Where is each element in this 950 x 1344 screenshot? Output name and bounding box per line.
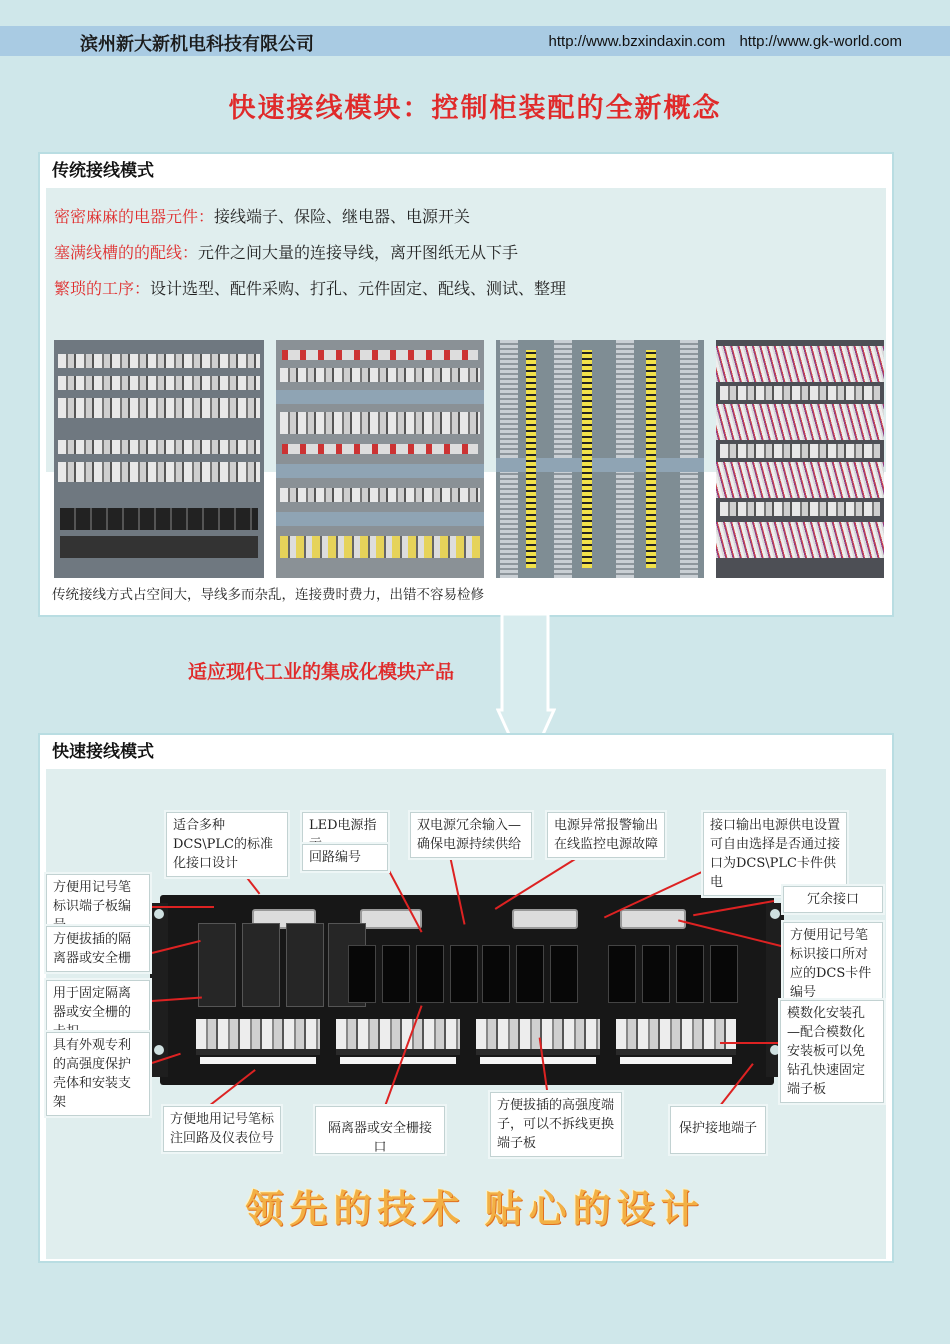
line-2-text: 元件之间大量的连接导线，离开图纸无从下手 <box>198 243 519 262</box>
traditional-wiring-panel <box>38 152 894 617</box>
label-dcs-plc-interface: 适合多种DCS\PLC的标准化接口设计 <box>166 812 288 877</box>
integrated-product-title: 适应现代工业的集成化模块产品 <box>188 661 455 683</box>
label-redundant-interface: 冗余接口 <box>783 886 883 913</box>
traditional-heading: 传统接线模式 <box>52 161 154 181</box>
label-pluggable-isolator: 方便拔插的隔离器或安全栅 <box>46 926 150 972</box>
label-protective-shell: 具有外观专利的高强度保护壳体和安装支架 <box>46 1032 150 1116</box>
label-clip: 用于固定隔离器或安全栅的 <box>46 980 150 1045</box>
website-link-2[interactable]: http://www.gk-world.com <box>739 33 902 50</box>
cabinet-photo-4 <box>716 340 884 578</box>
label-isolator-interface: 隔离器或安全栅接口 <box>315 1106 445 1154</box>
traditional-caption: 传统接线方式占空间大，导线多而杂乱，连接费时费力，出错不容易检修 <box>52 587 484 603</box>
traditional-line-2 <box>54 240 518 263</box>
label-loop-number: 回路编号 <box>302 844 388 871</box>
cabinet-photo-1 <box>54 340 264 578</box>
label-led-indicator: LED电源指 <box>302 812 388 858</box>
label-high-strength-terminal: 方便拔插的高强度端子，可以不拆线更换端子板 <box>490 1092 622 1157</box>
traditional-photo-row <box>54 340 894 582</box>
label-mark-loop: 方便地用记号笔标注回路及仪表位号 <box>163 1106 281 1152</box>
label-interface-power: 接口输出电源供电设置可自由选择是否通过接口为DCS\PLC卡件供电 <box>703 812 847 896</box>
line-1-highlight: 密密麻麻的电器元件： <box>54 207 215 226</box>
leader-line <box>152 906 214 908</box>
traditional-line-3 <box>54 276 566 299</box>
label-mark-dcs-card: 方便用记号笔标识接口所对应的DCS卡件编号 <box>783 922 883 1006</box>
quick-wiring-module-image <box>160 895 774 1085</box>
cabinet-photo-2 <box>276 340 484 578</box>
line-1-text: 接线端子、保险、继电器、电源开关 <box>214 207 471 226</box>
line-2-highlight: 塞满线槽的的配线： <box>54 243 199 262</box>
cabinet-photo-3 <box>496 340 704 578</box>
label-ground-terminal: 保护接地端子 <box>670 1106 766 1154</box>
company-name: 滨州新大新机电科技有限公司 <box>80 34 314 55</box>
line-3-highlight: 繁琐的工序： <box>54 279 151 298</box>
line-3-text: 设计选型、配件采购、打孔、元件固定、配线、测试、整理 <box>150 279 567 298</box>
slogan: 领先的技术 贴心的设计 <box>245 1187 705 1231</box>
label-mount-hole: 模数化安装孔—配合模数化安装板可以免钻孔快速固定端子板 <box>780 1000 884 1103</box>
label-dual-power: 双电源冗余输入—确保电源持续供给 <box>410 812 532 858</box>
label-power-alarm: 电源异常报警输出在线监控电源故障 <box>547 812 665 858</box>
leader-line <box>720 1042 780 1044</box>
header-bar <box>0 26 950 56</box>
header-urls <box>539 33 902 50</box>
label-mark-board: 方便用记号笔标识端子板编 <box>46 874 150 939</box>
website-link-1[interactable]: http://www.bzxindaxin.com <box>548 33 726 50</box>
page-title: 快速接线模块：控制柜装配的全新概念 <box>228 93 722 124</box>
traditional-line-1 <box>54 204 470 227</box>
quick-heading: 快速接线模式 <box>52 742 154 762</box>
